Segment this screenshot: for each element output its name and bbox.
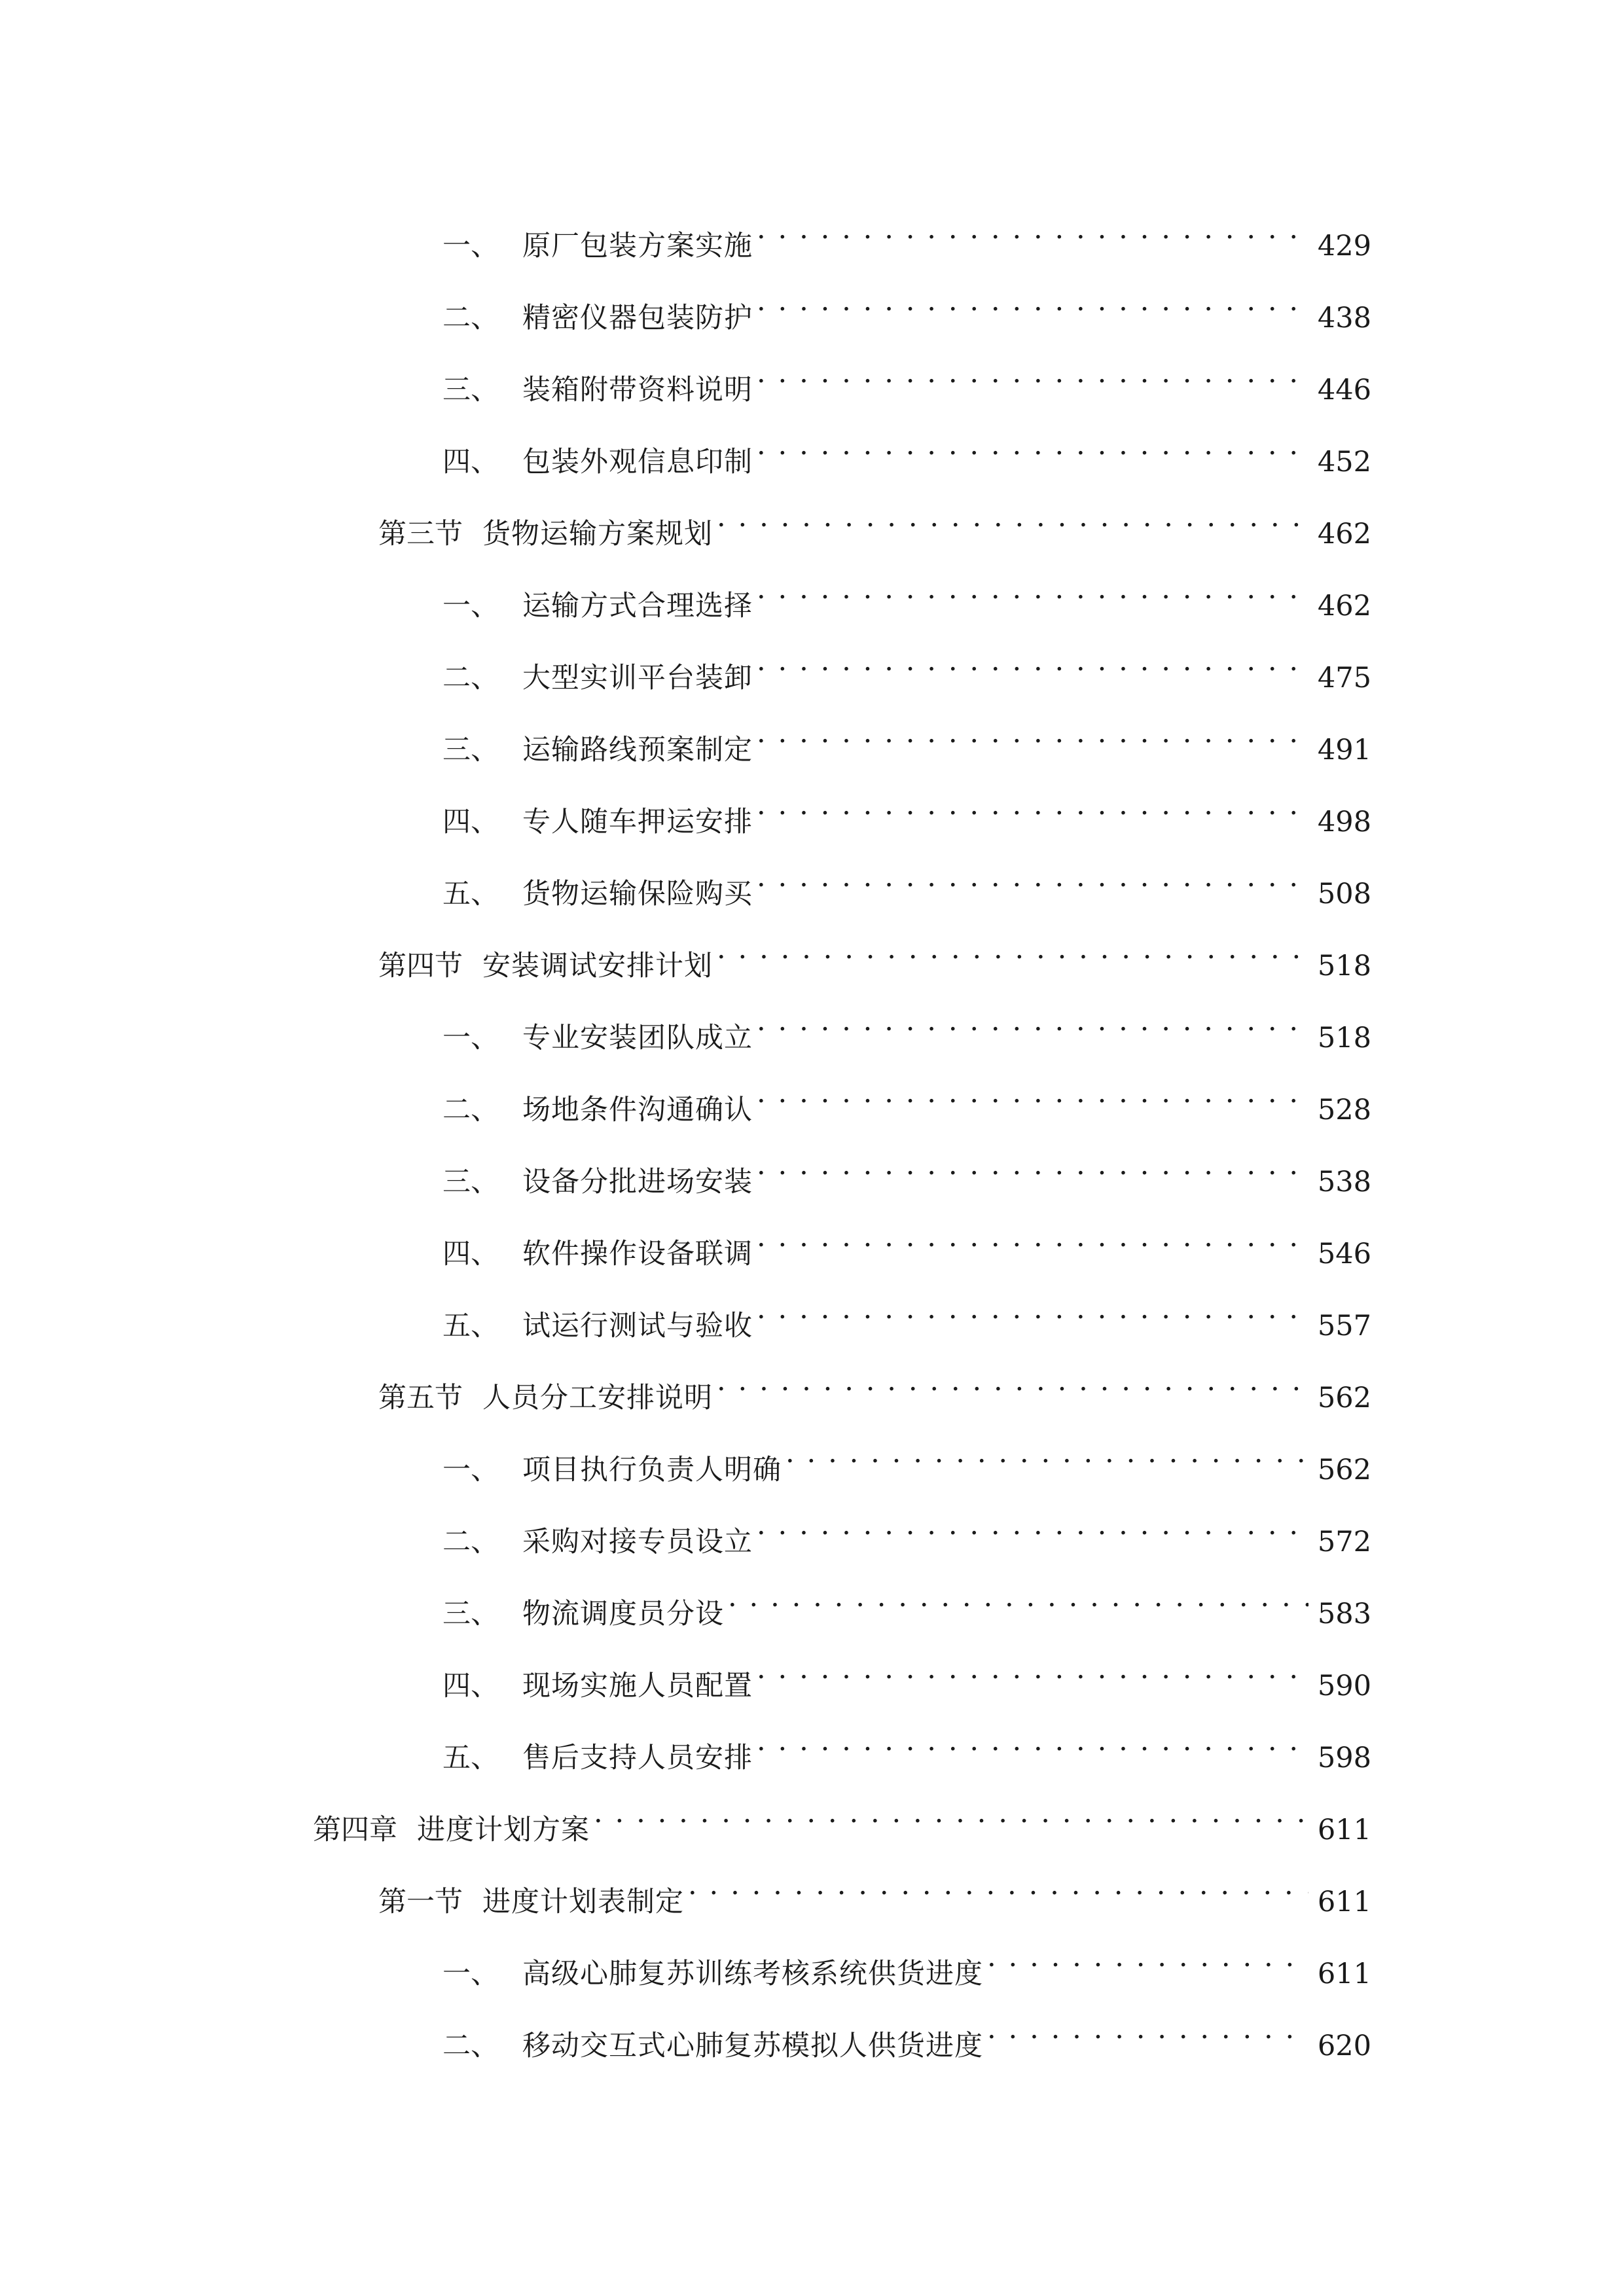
dot-leader <box>757 419 1308 471</box>
entry-page-number: 562 <box>1317 1382 1371 1414</box>
entry-number: 一、 <box>442 1454 499 1486</box>
toc-entry[interactable] <box>442 563 1371 622</box>
entry-number: 五、 <box>442 1742 499 1774</box>
entry-title: 进度计划表制定 <box>482 1886 684 1918</box>
entry-title: 安装调试安排计划 <box>482 950 713 982</box>
entry-page-number: 538 <box>1317 1166 1371 1198</box>
entry-page-number: 611 <box>1317 1886 1371 1918</box>
dot-leader <box>757 1067 1308 1119</box>
toc-entry[interactable] <box>442 2003 1371 2062</box>
entry-number: 一、 <box>442 590 499 622</box>
entry-title: 运输路线预案制定 <box>522 734 753 766</box>
dot-leader <box>757 1211 1308 1263</box>
entry-title: 场地条件沟通确认 <box>522 1094 753 1126</box>
entry-title: 物流调度员分设 <box>522 1598 724 1630</box>
entry-title: 运输方式合理选择 <box>522 590 753 622</box>
dot-leader <box>757 1283 1308 1335</box>
toc-entry[interactable] <box>442 275 1371 334</box>
toc-entry[interactable] <box>442 1211 1371 1270</box>
entry-page-number: 518 <box>1317 1022 1371 1054</box>
dot-leader <box>757 779 1308 831</box>
dot-leader <box>717 923 1308 975</box>
toc-entry[interactable] <box>442 347 1371 406</box>
entry-number: 三、 <box>442 1598 499 1630</box>
entry-title: 高级心肺复苏训练考核系统供货进度 <box>522 1958 983 1990</box>
entry-title: 专业安装团队成立 <box>522 1022 753 1054</box>
entry-page-number: 611 <box>1317 1814 1371 1846</box>
entry-page-number: 562 <box>1317 1454 1371 1486</box>
entry-title: 货物运输方案规划 <box>482 518 713 550</box>
entry-title: 项目执行负责人明确 <box>522 1454 782 1486</box>
toc-entry[interactable] <box>442 707 1371 766</box>
entry-title: 包装外观信息印制 <box>522 446 753 478</box>
entry-page-number: 462 <box>1317 590 1371 622</box>
entry-title: 设备分批进场安装 <box>522 1166 753 1198</box>
entry-number: 四、 <box>442 1238 499 1270</box>
entry-page-number: 452 <box>1317 446 1371 478</box>
toc-entry[interactable] <box>442 1715 1371 1774</box>
entry-number: 第三节 <box>378 518 463 550</box>
entry-number: 第一节 <box>378 1886 463 1918</box>
toc-entry[interactable] <box>442 1931 1371 1990</box>
entry-number: 二、 <box>442 2030 499 2062</box>
entry-page-number: 557 <box>1317 1310 1371 1342</box>
dot-leader <box>728 1571 1308 1623</box>
toc-entry[interactable] <box>442 995 1371 1054</box>
entry-page-number: 583 <box>1317 1598 1371 1630</box>
entry-page-number: 462 <box>1317 518 1371 550</box>
entry-page-number: 446 <box>1317 374 1371 406</box>
entry-title: 售后支持人员安排 <box>522 1742 753 1774</box>
dot-leader <box>987 2003 1308 2055</box>
entry-number: 一、 <box>442 230 499 262</box>
entry-number: 五、 <box>442 878 499 910</box>
dot-leader <box>757 347 1308 399</box>
toc-entry[interactable] <box>442 1139 1371 1198</box>
dot-leader <box>757 563 1308 615</box>
entry-number: 四、 <box>442 806 499 838</box>
dot-leader <box>757 851 1308 903</box>
entry-number: 一、 <box>442 1958 499 1990</box>
entry-page-number: 508 <box>1317 878 1371 910</box>
toc-entry[interactable] <box>378 1859 1371 1918</box>
entry-page-number: 429 <box>1317 230 1371 262</box>
toc-entry[interactable] <box>378 923 1371 982</box>
dot-leader <box>757 275 1308 327</box>
entry-number: 二、 <box>442 1526 499 1558</box>
dot-leader <box>987 1931 1308 1983</box>
entry-number: 三、 <box>442 1166 499 1198</box>
entry-page-number: 620 <box>1317 2030 1371 2062</box>
entry-title: 精密仪器包装防护 <box>522 302 753 334</box>
entry-title: 人员分工安排说明 <box>482 1382 713 1414</box>
entry-number: 三、 <box>442 374 499 406</box>
toc-entry[interactable] <box>442 1427 1371 1486</box>
toc-entry[interactable] <box>442 419 1371 478</box>
entry-number: 第四节 <box>378 950 463 982</box>
toc-entry[interactable] <box>378 491 1371 550</box>
toc-entry[interactable] <box>378 1355 1371 1414</box>
toc-entry[interactable] <box>442 1571 1371 1630</box>
toc-entry[interactable] <box>442 1499 1371 1558</box>
entry-number: 一、 <box>442 1022 499 1054</box>
entry-page-number: 528 <box>1317 1094 1371 1126</box>
entry-number: 第四章 <box>313 1814 397 1846</box>
entry-page-number: 590 <box>1317 1670 1371 1702</box>
entry-title: 货物运输保险购买 <box>522 878 753 910</box>
toc-entry[interactable] <box>442 851 1371 910</box>
dot-leader <box>688 1859 1308 1911</box>
entry-number: 五、 <box>442 1310 499 1342</box>
entry-title: 采购对接专员设立 <box>522 1526 753 1558</box>
dot-leader <box>757 1715 1308 1767</box>
toc-entry[interactable] <box>313 1787 1371 1846</box>
dot-leader <box>757 707 1308 759</box>
dot-leader <box>757 1139 1308 1191</box>
entry-number: 四、 <box>442 446 499 478</box>
entry-title: 移动交互式心肺复苏模拟人供货进度 <box>522 2030 983 2062</box>
toc-entry[interactable] <box>442 203 1371 262</box>
dot-leader <box>717 1355 1308 1407</box>
entry-title: 现场实施人员配置 <box>522 1670 753 1702</box>
entry-title: 装箱附带资料说明 <box>522 374 753 406</box>
entry-page-number: 546 <box>1317 1238 1371 1270</box>
entry-page-number: 491 <box>1317 734 1371 766</box>
entry-number: 二、 <box>442 302 499 334</box>
toc-entry[interactable] <box>442 779 1371 838</box>
entry-number: 二、 <box>442 662 499 694</box>
dot-leader <box>717 491 1308 543</box>
entry-page-number: 572 <box>1317 1526 1371 1558</box>
dot-leader <box>757 1643 1308 1695</box>
dot-leader <box>757 1499 1308 1551</box>
entry-number: 二、 <box>442 1094 499 1126</box>
toc-entry[interactable] <box>442 1283 1371 1342</box>
dot-leader <box>757 995 1308 1047</box>
dot-leader <box>594 1787 1308 1839</box>
dot-leader <box>785 1427 1308 1479</box>
entry-page-number: 438 <box>1317 302 1371 334</box>
entry-page-number: 518 <box>1317 950 1371 982</box>
dot-leader <box>757 203 1308 255</box>
toc-entry[interactable] <box>442 1067 1371 1126</box>
entry-title: 进度计划方案 <box>417 1814 590 1846</box>
entry-title: 大型实训平台装卸 <box>522 662 753 694</box>
entry-title: 原厂包装方案实施 <box>522 230 753 262</box>
toc-entry[interactable] <box>442 635 1371 694</box>
entry-title: 软件操作设备联调 <box>522 1238 753 1270</box>
entry-number: 四、 <box>442 1670 499 1702</box>
entry-title: 试运行测试与验收 <box>522 1310 753 1342</box>
entry-page-number: 598 <box>1317 1742 1371 1774</box>
entry-number: 三、 <box>442 734 499 766</box>
entry-number: 第五节 <box>378 1382 463 1414</box>
entry-page-number: 498 <box>1317 806 1371 838</box>
entry-page-number: 475 <box>1317 662 1371 694</box>
toc-entry[interactable] <box>442 1643 1371 1702</box>
dot-leader <box>757 635 1308 687</box>
entry-title: 专人随车押运安排 <box>522 806 753 838</box>
entry-page-number: 611 <box>1317 1958 1371 1990</box>
